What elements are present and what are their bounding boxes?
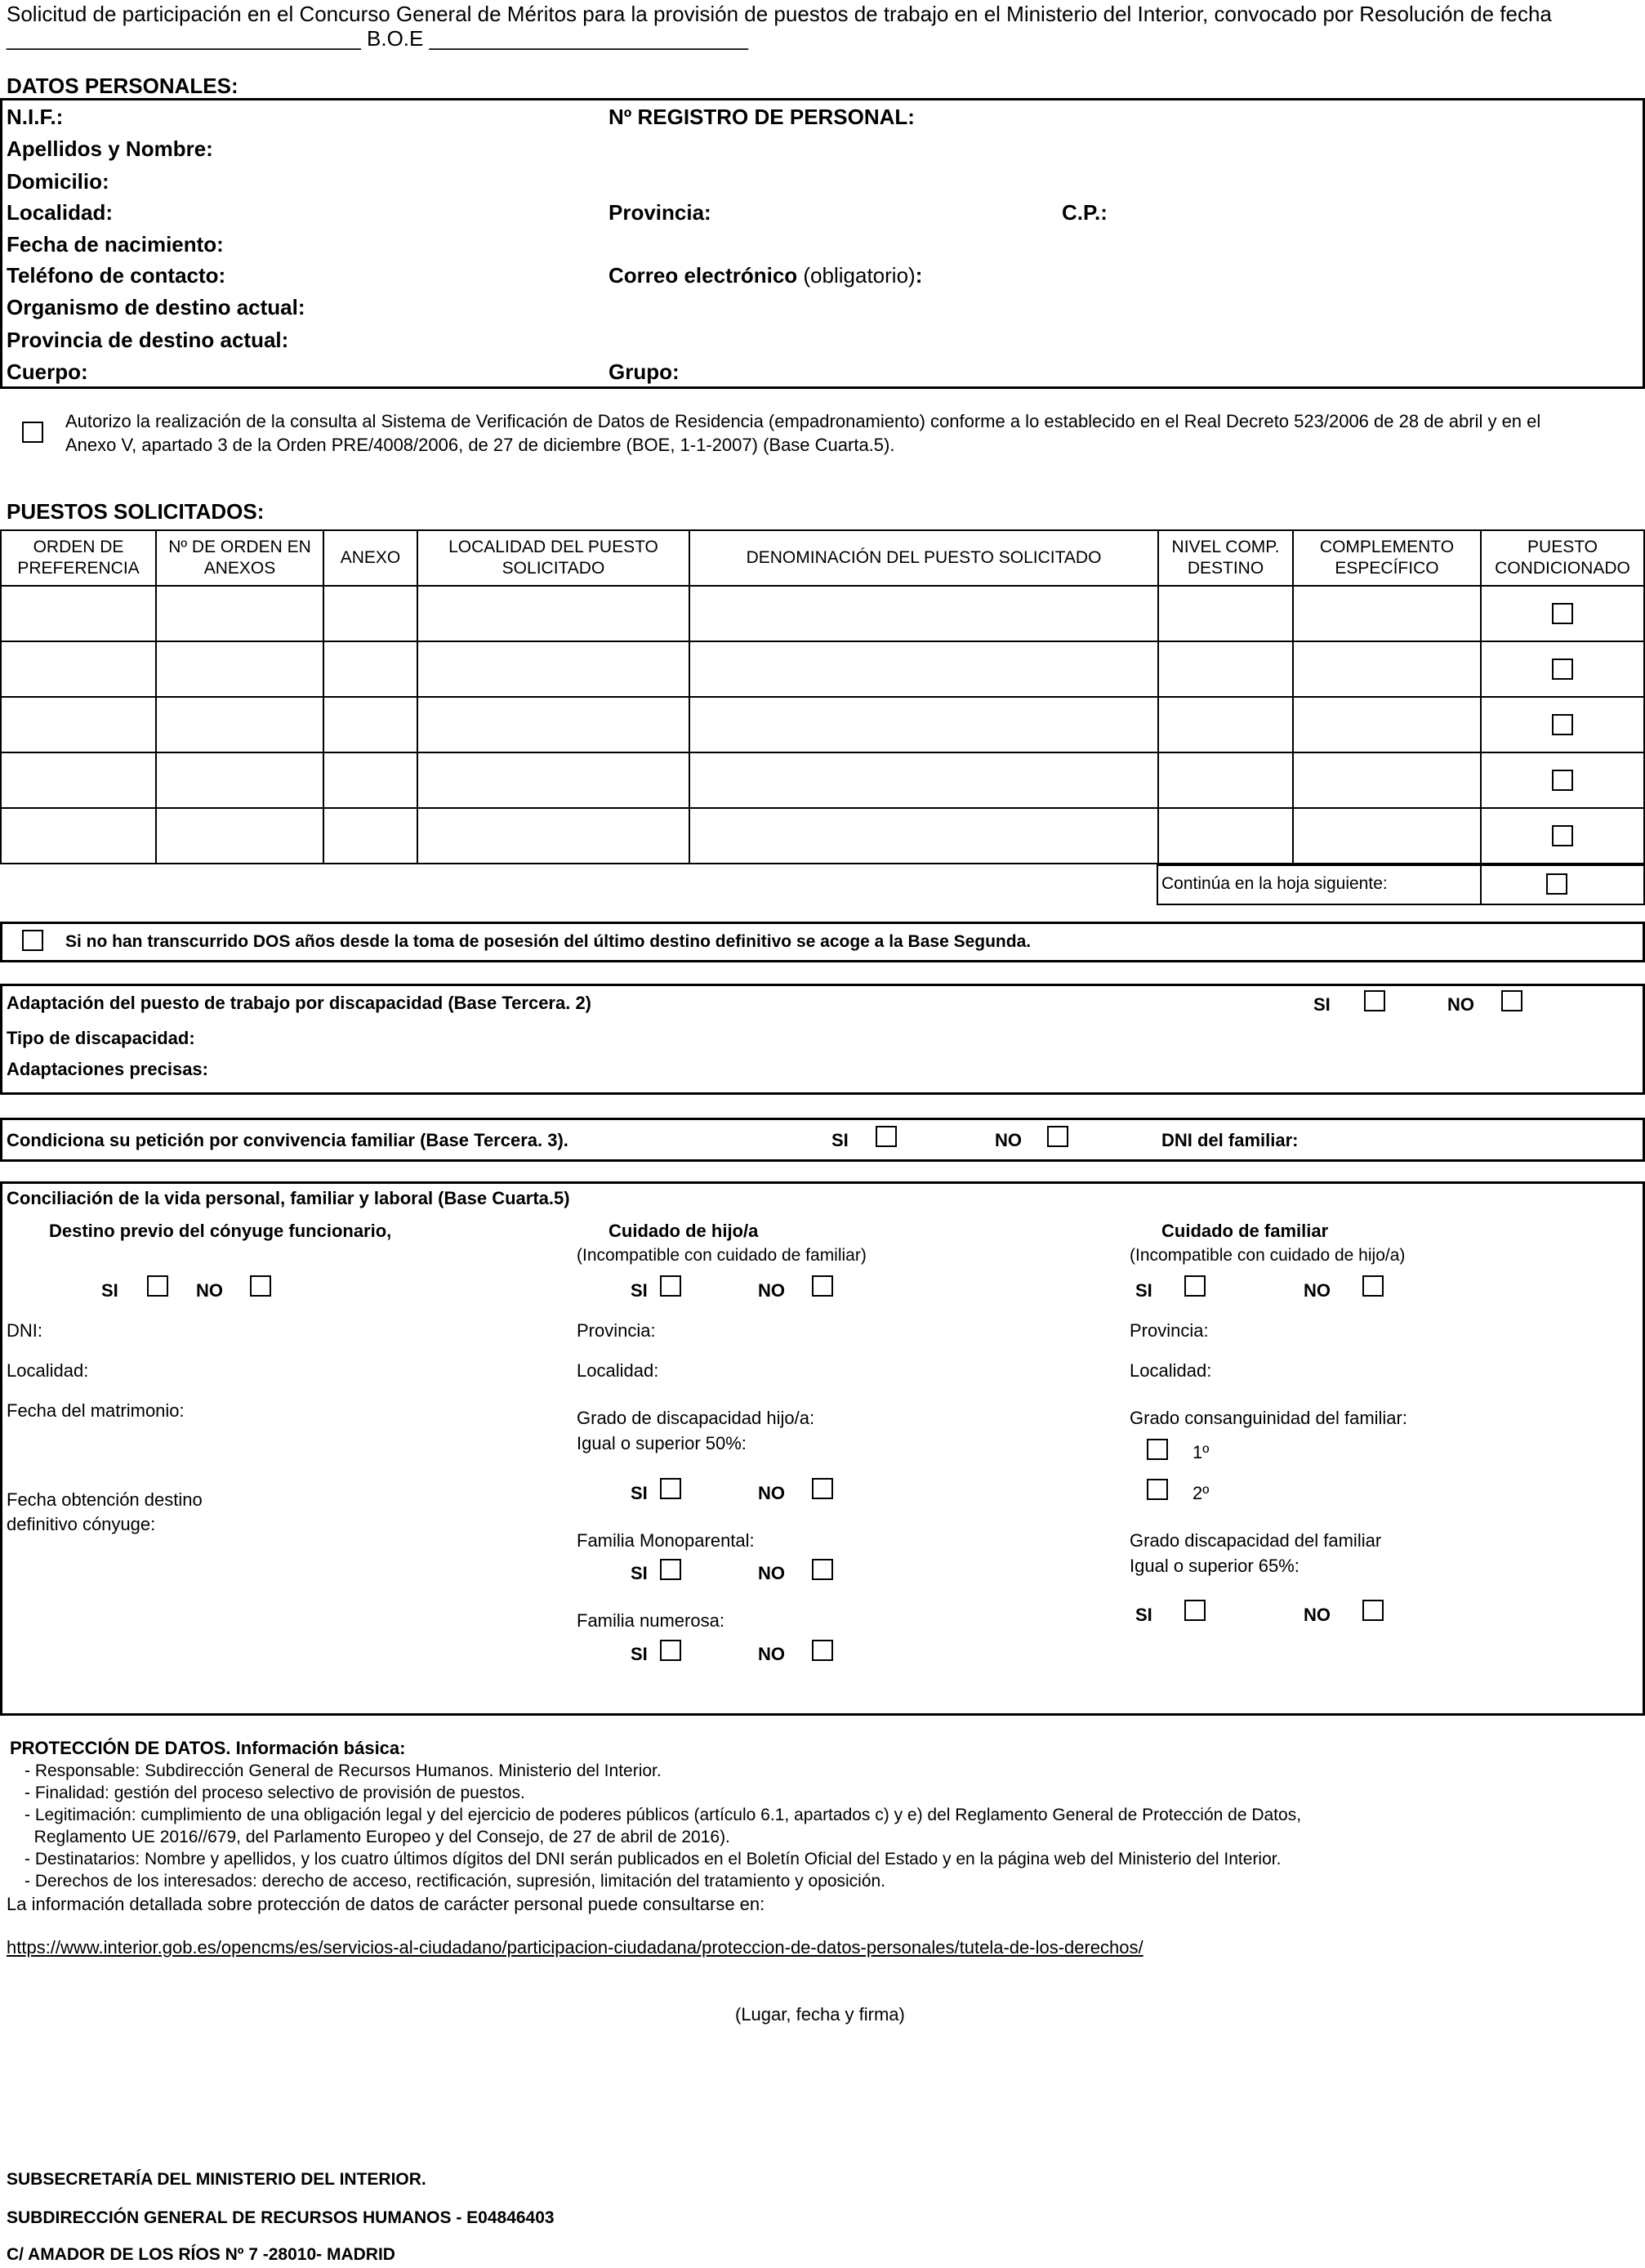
- conyuge-localidad-label: Localidad:: [7, 1360, 89, 1381]
- cell-anexo[interactable]: [323, 586, 417, 641]
- convivencia-si-checkbox[interactable]: [876, 1126, 897, 1147]
- footer-line-2: SUBDIRECCIÓN GENERAL DE RECURSOS HUMANOS - E04846403: [7, 2208, 555, 2227]
- cell-nivel[interactable]: [1158, 808, 1293, 864]
- numerosa-no-label: NO: [758, 1644, 785, 1664]
- adaptacion-no-checkbox[interactable]: [1501, 990, 1522, 1011]
- discapacidad-familiar-si-checkbox[interactable]: [1184, 1600, 1206, 1621]
- grado-2-label: 2º: [1193, 1483, 1210, 1503]
- cell-complemento[interactable]: [1293, 752, 1481, 808]
- table-row: [1, 808, 1644, 864]
- cell-nivel[interactable]: [1158, 752, 1293, 808]
- autorizo-checkbox[interactable]: [22, 422, 43, 443]
- fecha-obtencion-label-1: Fecha obtención destino: [7, 1489, 203, 1510]
- cell-anexo[interactable]: [323, 697, 417, 752]
- grado-hijo-no-checkbox[interactable]: [812, 1478, 833, 1499]
- correo-label-bold: Correo electrónico: [609, 263, 798, 288]
- cell-nivel[interactable]: [1158, 641, 1293, 697]
- grado-hijo-label-1: Grado de discapacidad hijo/a:: [577, 1408, 815, 1428]
- puestos-table: [0, 529, 1645, 864]
- header-orden-anexos: Nº DE ORDEN EN ANEXOS: [156, 530, 323, 586]
- header-anexo: ANEXO: [323, 530, 417, 586]
- conyuge-no-checkbox[interactable]: [250, 1275, 271, 1297]
- cell-orden[interactable]: [1, 641, 156, 697]
- registro-label: Nº REGISTRO DE PERSONAL:: [609, 105, 915, 129]
- cell-localidad[interactable]: [417, 752, 689, 808]
- conciliacion-title: Conciliación de la vida personal, familiar y laboral (Base Cuarta.5): [7, 1188, 570, 1208]
- consanguinidad-label: Grado consanguinidad del familiar:: [1130, 1408, 1407, 1428]
- discapacidad-familiar-label-1: Grado discapacidad del familiar: [1130, 1530, 1382, 1551]
- puestos-header-row: [1, 530, 1644, 586]
- conyuge-no-label: NO: [196, 1280, 223, 1301]
- table-row: [1, 697, 1644, 752]
- conyuge-dni-label: DNI:: [7, 1320, 42, 1341]
- cuerpo-label: Cuerpo:: [7, 359, 88, 384]
- table-row: [1, 586, 1644, 641]
- familiar-no-checkbox[interactable]: [1362, 1275, 1384, 1297]
- adaptacion-title: Adaptación del puesto de trabajo por discapacidad (Base Tercera. 2): [7, 993, 592, 1013]
- provincia-label: Provincia:: [609, 200, 711, 225]
- cell-orden[interactable]: [1, 752, 156, 808]
- adaptaciones-label: Adaptaciones precisas:: [7, 1059, 208, 1079]
- cell-localidad[interactable]: [417, 697, 689, 752]
- familiar-localidad-label: Localidad:: [1130, 1360, 1212, 1381]
- cell-localidad[interactable]: [417, 641, 689, 697]
- proteccion-link[interactable]: https://www.interior.gob.es/opencms/es/servicios-al-ciudadano/participacion-ciudadana/proteccion-de-datos-personales/tutela-de-los-derechos/: [7, 1937, 1143, 1958]
- continua-label: Continúa en la hoja siguiente:: [1161, 874, 1388, 893]
- discapacidad-familiar-si-label: SI: [1135, 1605, 1152, 1625]
- cell-condicionado: [1481, 808, 1644, 864]
- monoparental-si-checkbox[interactable]: [660, 1559, 681, 1580]
- hijo-si-checkbox[interactable]: [660, 1275, 681, 1297]
- cell-anexo[interactable]: [323, 641, 417, 697]
- proteccion-title: PROTECCIÓN DE DATOS. Información básica:: [10, 1738, 406, 1758]
- numerosa-label: Familia numerosa:: [577, 1610, 724, 1631]
- proteccion-item-destinatarios: - Destinatarios: Nombre y apellidos, y los cuatro últimos dígitos del DNI serán publicados en el Boletín Oficial del Estado y en la página web del Ministerio del Interior.: [25, 1850, 1282, 1868]
- continua-divider: [1480, 864, 1482, 905]
- discapacidad-familiar-no-checkbox[interactable]: [1362, 1600, 1384, 1621]
- grado-1-checkbox[interactable]: [1147, 1439, 1168, 1460]
- monoparental-no-checkbox[interactable]: [812, 1559, 833, 1580]
- table-row: [1, 641, 1644, 697]
- autorizo-text-line-2: Anexo V, apartado 3 de la Orden PRE/4008/2006, de 27 de diciembre (BOE, 1-1-2007) (Base Cuarta.5).: [65, 435, 895, 455]
- numerosa-no-checkbox[interactable]: [812, 1640, 833, 1661]
- proteccion-item-responsable: - Responsable: Subdirección General de Recursos Humanos. Ministerio del Interior.: [25, 1761, 662, 1780]
- header-denominacion: DENOMINACIÓN DEL PUESTO SOLICITADO: [689, 530, 1158, 586]
- fecha-obtencion-label-2: definitivo cónyuge:: [7, 1514, 156, 1534]
- header-orden-preferencia: ORDEN DE PREFERENCIA: [1, 530, 156, 586]
- adaptacion-si-checkbox[interactable]: [1364, 990, 1385, 1011]
- proteccion-item-legitimacion-cont: Reglamento UE 2016//679, del Parlamento Europeo y del Consejo, de 27 de abril de 2016).: [25, 1828, 730, 1846]
- familiar-provincia-label: Provincia:: [1130, 1320, 1209, 1341]
- convivencia-no-checkbox[interactable]: [1047, 1126, 1068, 1147]
- cell-orden-anexos[interactable]: [156, 752, 323, 808]
- hijo-note: (Incompatible con cuidado de familiar): [577, 1246, 867, 1265]
- convivencia-no-label: NO: [995, 1130, 1022, 1150]
- grado-1-label: 1º: [1193, 1442, 1210, 1462]
- cell-denominacion[interactable]: [689, 808, 1158, 864]
- familiar-note: (Incompatible con cuidado de hijo/a): [1130, 1246, 1406, 1265]
- monoparental-no-label: NO: [758, 1563, 785, 1583]
- convivencia-si-label: SI: [831, 1130, 849, 1150]
- cell-nivel[interactable]: [1158, 586, 1293, 641]
- familiar-si-checkbox[interactable]: [1184, 1275, 1206, 1297]
- adaptacion-no-label: NO: [1447, 994, 1474, 1015]
- hijo-no-label: NO: [758, 1280, 785, 1301]
- base-segunda-text: Si no han transcurrido DOS años desde la toma de posesión del último destino definitivo se acoge a la Base Segunda.: [65, 932, 1032, 951]
- proteccion-item-derechos: - Derechos de los interesados: derecho de acceso, rectificación, supresión, limitación del tratamiento y oposición.: [25, 1872, 886, 1891]
- monoparental-si-label: SI: [631, 1563, 648, 1583]
- dni-familiar-label: DNI del familiar:: [1161, 1130, 1299, 1150]
- discapacidad-familiar-no-label: NO: [1304, 1605, 1331, 1625]
- cell-complemento[interactable]: [1293, 808, 1481, 864]
- numerosa-si-label: SI: [631, 1644, 648, 1664]
- familiar-si-label: SI: [1135, 1280, 1152, 1301]
- cell-orden[interactable]: [1, 808, 156, 864]
- cell-anexo[interactable]: [323, 808, 417, 864]
- tipo-discapacidad-label: Tipo de discapacidad:: [7, 1028, 195, 1048]
- correo-label-note: (obligatorio): [797, 263, 916, 288]
- cell-complemento[interactable]: [1293, 697, 1481, 752]
- familiar-title: Cuidado de familiar: [1161, 1221, 1329, 1241]
- grado-hijo-si-checkbox[interactable]: [660, 1478, 681, 1499]
- cell-condicionado: [1481, 697, 1644, 752]
- hijo-provincia-label: Provincia:: [577, 1320, 656, 1341]
- footer-line-1: SUBSECRETARÍA DEL MINISTERIO DEL INTERIOR.: [7, 2170, 426, 2189]
- cell-denominacion[interactable]: [689, 586, 1158, 641]
- cell-denominacion[interactable]: [689, 752, 1158, 808]
- header-condicionado: PUESTO CONDICIONADO: [1481, 530, 1644, 586]
- conyuge-title: Destino previo del cónyuge funcionario,: [49, 1221, 392, 1241]
- grado-2-checkbox[interactable]: [1147, 1479, 1168, 1500]
- cell-complemento[interactable]: [1293, 641, 1481, 697]
- grado-hijo-no-label: NO: [758, 1483, 785, 1503]
- telefono-label: Teléfono de contacto:: [7, 263, 226, 288]
- cell-localidad[interactable]: [417, 808, 689, 864]
- header-complemento: COMPLEMENTO ESPECÍFICO: [1293, 530, 1481, 586]
- hijo-localidad-label: Localidad:: [577, 1360, 659, 1381]
- header-line-1: Solicitud de participación en el Concurso General de Méritos para la provisión de puestos de trabajo en el Ministerio del Interior, convocado por Resolución de fecha: [7, 2, 1552, 26]
- cell-orden[interactable]: [1, 697, 156, 752]
- monoparental-label: Familia Monoparental:: [577, 1530, 755, 1551]
- localidad-label: Localidad:: [7, 200, 114, 225]
- adaptacion-si-label: SI: [1313, 994, 1331, 1015]
- provincia-destino-label: Provincia de destino actual:: [7, 328, 289, 352]
- grado-hijo-label-2: Igual o superior 50%:: [577, 1433, 747, 1453]
- cell-condicionado: [1481, 641, 1644, 697]
- condicionado-checkbox[interactable]: [1552, 825, 1573, 846]
- base-segunda-checkbox[interactable]: [22, 930, 43, 951]
- cell-denominacion[interactable]: [689, 641, 1158, 697]
- condicionado-checkbox[interactable]: [1552, 659, 1573, 680]
- cell-denominacion[interactable]: [689, 697, 1158, 752]
- conyuge-si-label: SI: [101, 1280, 118, 1301]
- proteccion-item-finalidad: - Finalidad: gestión del proceso selectivo de provisión de puestos.: [25, 1784, 525, 1802]
- autorizo-text-line-1: Autorizo la realización de la consulta al Sistema de Verificación de Datos de Residencia (empadronamiento) conforme a lo establecido en el Real Decreto 523/2006 de 28 de abril y en el: [65, 411, 1541, 431]
- fecha-nacimiento-label: Fecha de nacimiento:: [7, 232, 224, 257]
- firma-label: (Lugar, fecha y firma): [735, 2004, 905, 2025]
- table-row: [1, 752, 1644, 808]
- condicionado-checkbox[interactable]: [1552, 714, 1573, 735]
- footer-line-3: C/ AMADOR DE LOS RÍOS Nº 7 -28010- MADRID: [7, 2245, 395, 2264]
- cell-condicionado: [1481, 586, 1644, 641]
- condicionado-checkbox[interactable]: [1552, 603, 1573, 624]
- discapacidad-familiar-label-2: Igual o superior 65%:: [1130, 1556, 1300, 1576]
- continua-checkbox[interactable]: [1546, 873, 1567, 895]
- hijo-si-label: SI: [631, 1280, 648, 1301]
- proteccion-info: La información detallada sobre protección de datos de carácter personal puede consultarse en:: [7, 1894, 765, 1914]
- organismo-label: Organismo de destino actual:: [7, 295, 305, 319]
- cell-orden-anexos[interactable]: [156, 808, 323, 864]
- proteccion-item-legitimacion: - Legitimación: cumplimiento de una obligación legal y del ejercicio de poderes públicos (artículo 6.1, apartados c) y e) del Reglamento General de Protección de Datos,: [25, 1806, 1302, 1824]
- convivencia-title: Condiciona su petición por convivencia familiar (Base Tercera. 3).: [7, 1130, 568, 1150]
- familiar-no-label: NO: [1304, 1280, 1331, 1301]
- cell-nivel[interactable]: [1158, 697, 1293, 752]
- cell-complemento[interactable]: [1293, 586, 1481, 641]
- hijo-no-checkbox[interactable]: [812, 1275, 833, 1297]
- cell-localidad[interactable]: [417, 586, 689, 641]
- numerosa-si-checkbox[interactable]: [660, 1640, 681, 1661]
- datos-personales-title: DATOS PERSONALES:: [7, 74, 239, 98]
- puestos-title: PUESTOS SOLICITADOS:: [7, 499, 265, 524]
- apellidos-label: Apellidos y Nombre:: [7, 136, 213, 161]
- fecha-matrimonio-label: Fecha del matrimonio:: [7, 1400, 185, 1421]
- cell-orden-anexos[interactable]: [156, 586, 323, 641]
- cell-anexo[interactable]: [323, 752, 417, 808]
- header-localidad: LOCALIDAD DEL PUESTO SOLICITADO: [417, 530, 689, 586]
- conyuge-si-checkbox[interactable]: [147, 1275, 168, 1297]
- header-nivel: NIVEL COMP. DESTINO: [1158, 530, 1293, 586]
- cell-orden-anexos[interactable]: [156, 641, 323, 697]
- hijo-title: Cuidado de hijo/a: [609, 1221, 759, 1241]
- header-line-2: ______________________________ B.O.E ___________________________: [7, 26, 749, 51]
- cp-label: C.P.:: [1062, 200, 1108, 225]
- cell-orden[interactable]: [1, 586, 156, 641]
- grado-hijo-si-label: SI: [631, 1483, 648, 1503]
- correo-label-colon: :: [915, 263, 923, 288]
- grupo-label: Grupo:: [609, 359, 680, 384]
- cell-orden-anexos[interactable]: [156, 697, 323, 752]
- nif-label: N.I.F.:: [7, 105, 64, 129]
- correo-label: [609, 263, 922, 288]
- condicionado-checkbox[interactable]: [1552, 770, 1573, 791]
- cell-condicionado: [1481, 752, 1644, 808]
- domicilio-label: Domicilio:: [7, 169, 109, 194]
